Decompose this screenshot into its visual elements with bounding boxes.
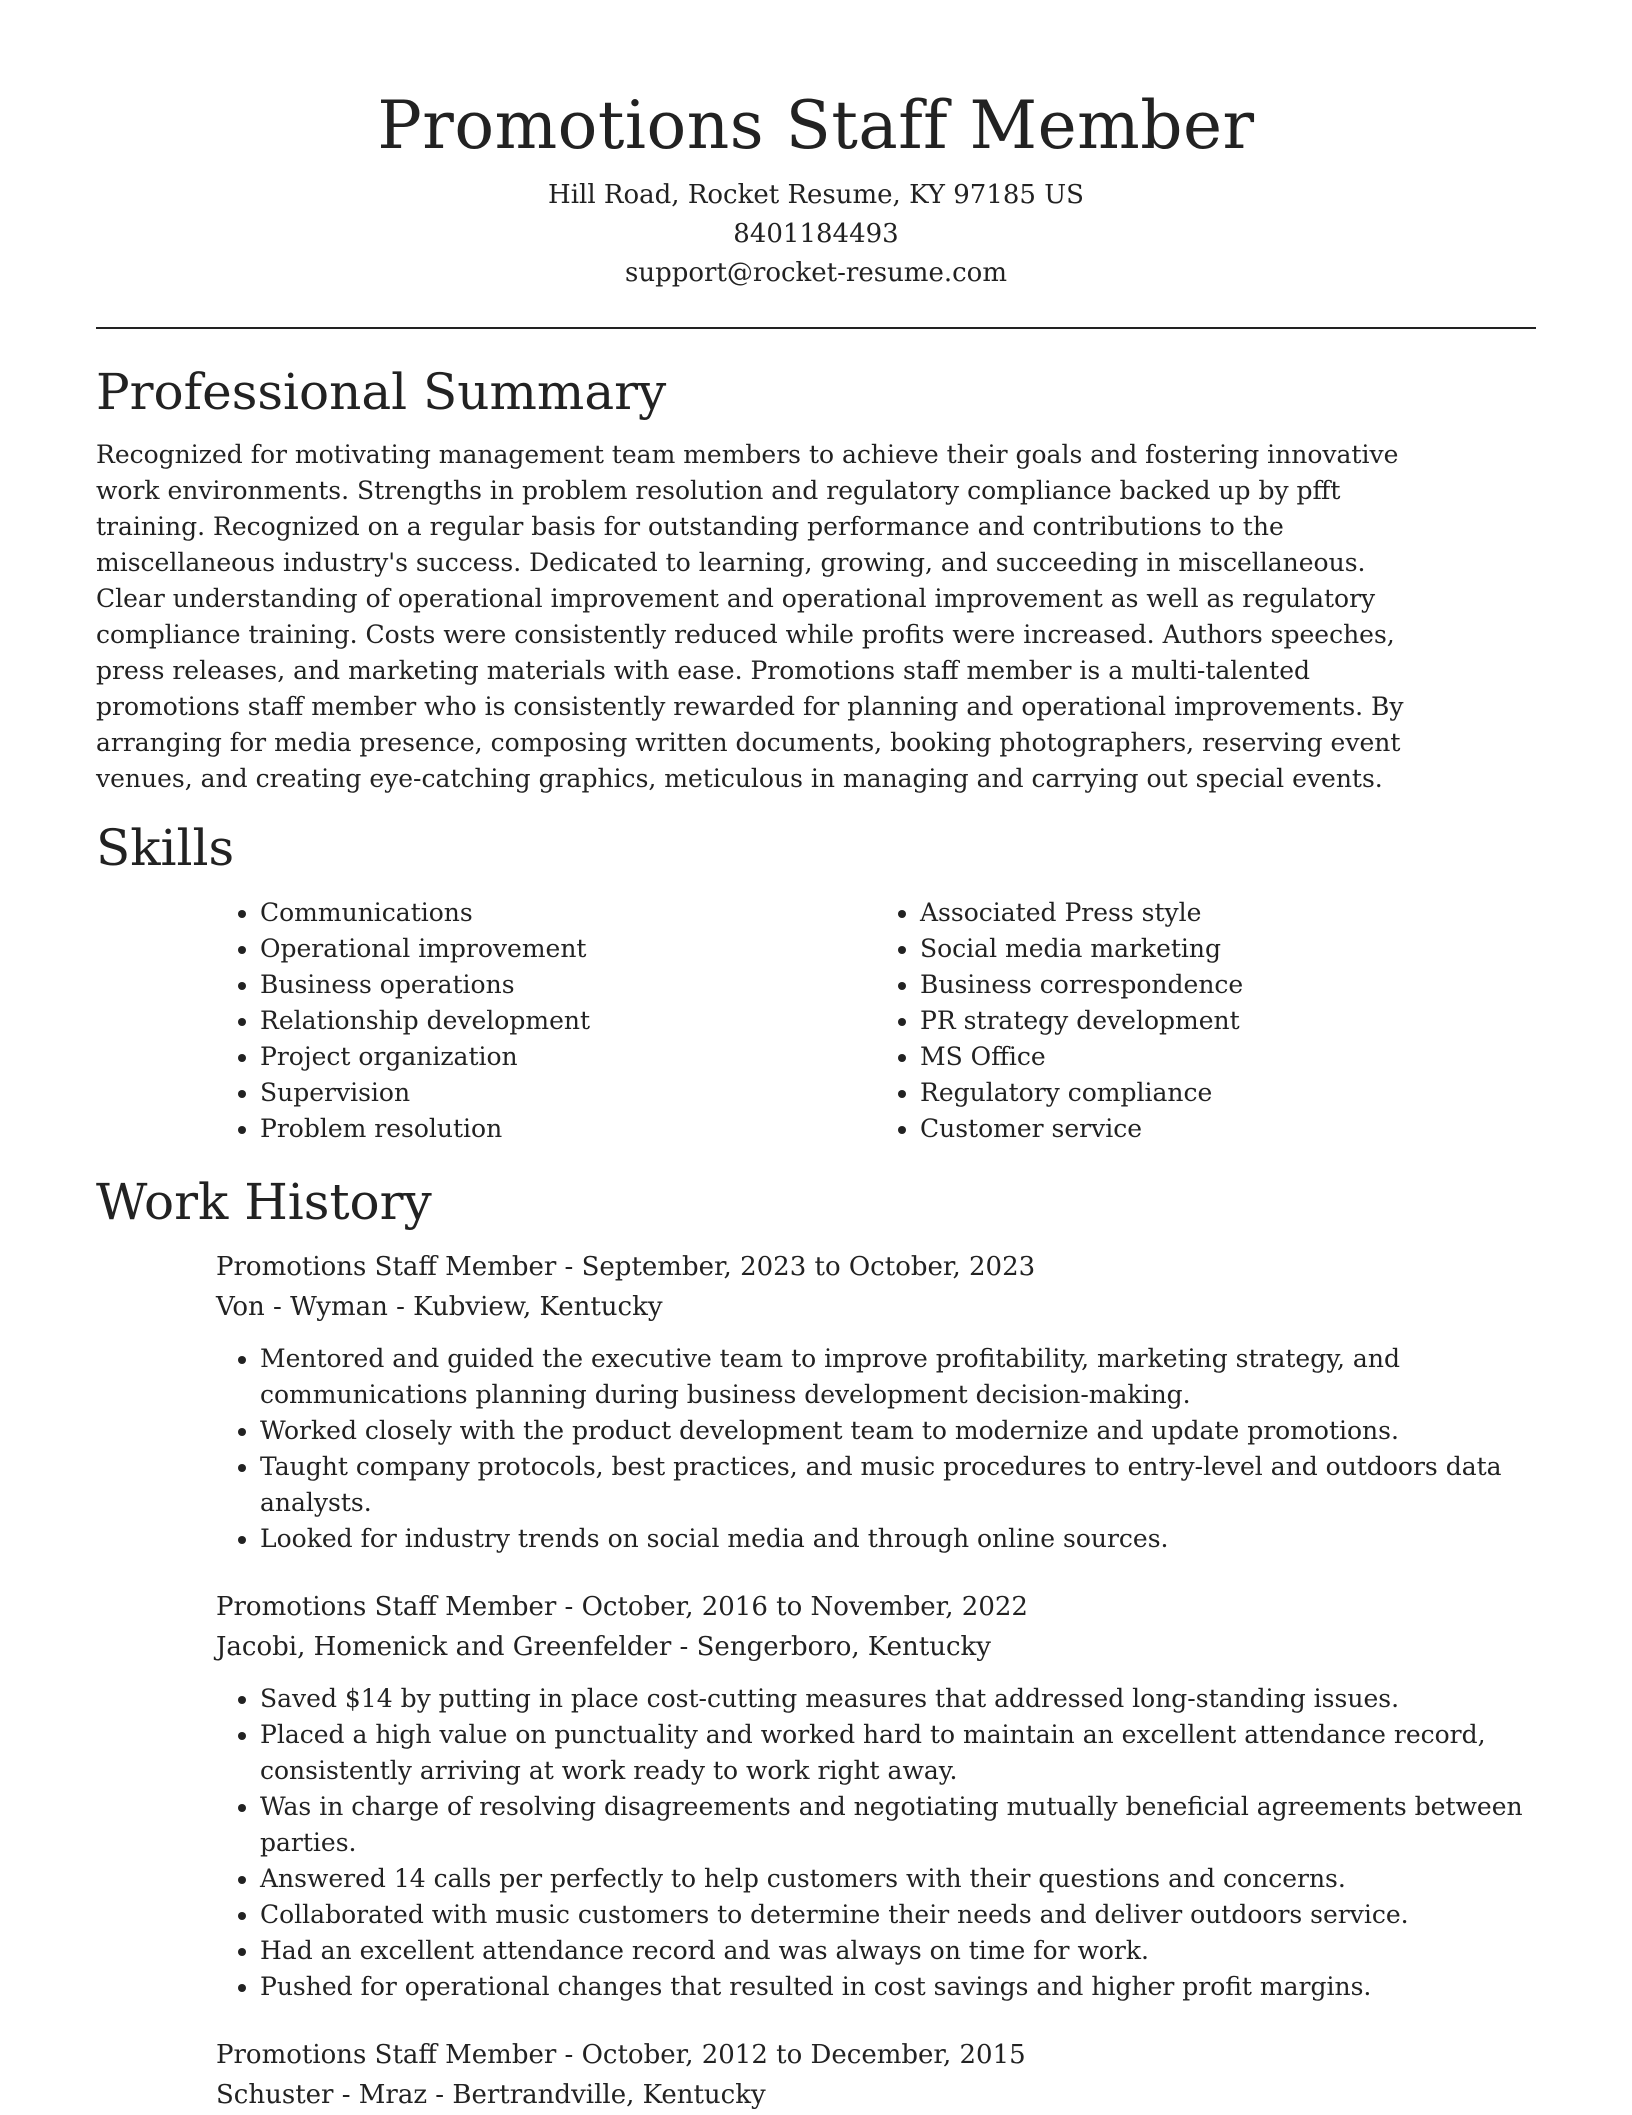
job-role: Promotions Staff Member: [216, 1252, 557, 1282]
job-entry: [216, 1247, 1536, 1557]
job-company: Schuster - Mraz: [216, 2080, 428, 2110]
job-bullet: • Placed a high value on punctuality and worked hard to maintain an excellent attendance record, consistently arriving at work ready to work right away.: [260, 1717, 1536, 1789]
job-bullet: • Looked for industry trends on social media and through online sources.: [260, 1521, 1536, 1557]
skills-grid: [216, 895, 1536, 1147]
skill-item: • Communications: [260, 895, 876, 931]
summary-section: [96, 361, 1536, 797]
job-bullets: [216, 1681, 1536, 2005]
skill-item: • Project organization: [260, 1039, 876, 1075]
work-history-heading: Work History: [96, 1173, 432, 1231]
skill-item: • Supervision: [260, 1075, 876, 1111]
contact-phone: 8401184493: [733, 219, 899, 249]
job-company-line: Schuster - Mraz - Bertrandville, Kentucky: [216, 2080, 766, 2110]
job-bullet: • Worked closely with the product development team to modernize and update promotions.: [260, 1413, 1536, 1449]
job-title-line: Promotions Staff Member - October, 2016 to November, 2022: [216, 1592, 1028, 1622]
job-dates: September, 2023 to October, 2023: [581, 1252, 1036, 1282]
job-title-line: Promotions Staff Member - October, 2012 to December, 2015: [216, 2040, 1026, 2070]
job-company: Jacobi, Homenick and Greenfelder: [216, 1632, 672, 1662]
job-location: Kubview, Kentucky: [413, 1292, 663, 1322]
job-location: Bertrandville, Kentucky: [452, 2080, 766, 2110]
job-bullet: • Pushed for operational changes that resulted in cost savings and higher profit margins.: [260, 1969, 1536, 2005]
summary-text: Recognized for motivating management team members to achieve their goals and fostering innovative work environments. Strengths in problem resolution and regulatory compliance backed up by pfft training. Recognized on a regular basis for outstanding performance and contributions to the miscellaneous industry's success. Dedicated to learning, growing, and succeeding in miscellaneous. Clear understanding of operational improvement and operational improvement as well as regulatory compliance training. Costs were consistently reduced while profits were increased. Authors speeches, press releases, and marketing materials with ease. Promotions staff member is a multi-talented promotions staff member who is consistently rewarded for planning and operational improvements. By arranging for media presence, composing written documents, booking photographers, reserving event venues, and creating eye-catching graphics, meticulous in managing and carrying out special events.: [96, 440, 1404, 793]
skill-item: • MS Office: [920, 1039, 1536, 1075]
job-company-line: Von - Wyman - Kubview, Kentucky: [216, 1292, 663, 1322]
skill-item: • Relationship development: [260, 1003, 876, 1039]
job-dates: October, 2012 to December, 2015: [581, 2040, 1026, 2070]
skill-item: • Social media marketing: [920, 931, 1536, 967]
skills-column-right: [876, 895, 1536, 1147]
job-bullet: • Had an excellent attendance record and was always on time for work.: [260, 1933, 1536, 1969]
skill-item: • Business correspondence: [920, 967, 1536, 1003]
skill-item: • Customer service: [920, 1111, 1536, 1147]
header-divider: [96, 327, 1536, 329]
contact-address: Hill Road, Rocket Resume, KY 97185 US: [548, 180, 1084, 210]
contact-info: [96, 176, 1536, 293]
contact-email: support@rocket-resume.com: [624, 258, 1007, 288]
job-role: Promotions Staff Member: [216, 1592, 557, 1622]
skill-item: • PR strategy development: [920, 1003, 1536, 1039]
job-bullet: • Collaborated with music customers to determine their needs and deliver outdoors service.: [260, 1897, 1536, 1933]
skill-item: • Associated Press style: [920, 895, 1536, 931]
skills-column-left: [216, 895, 876, 1147]
skills-section: [96, 817, 1536, 1147]
job-bullet: • Taught company protocols, best practices, and music procedures to entry-level and outdoors data analysts.: [260, 1449, 1536, 1521]
job-company: Von - Wyman: [216, 1292, 388, 1322]
skill-item: • Operational improvement: [260, 931, 876, 967]
job-location: Sengerboro, Kentucky: [696, 1632, 991, 1662]
job-bullet: • Was in charge of resolving disagreements and negotiating mutually beneficial agreements between parties.: [260, 1789, 1536, 1861]
skill-item: • Business operations: [260, 967, 876, 1003]
job-title-line: Promotions Staff Member - September, 2023 to October, 2023: [216, 1252, 1036, 1282]
summary-heading: Professional Summary: [96, 363, 667, 421]
skill-item: • Regulatory compliance: [920, 1075, 1536, 1111]
job-bullet: • Mentored and guided the executive team to improve profitability, marketing strategy, and communications planning during business development decision-making.: [260, 1341, 1536, 1413]
job-dates: October, 2016 to November, 2022: [581, 1592, 1028, 1622]
resume-header: [96, 0, 1536, 293]
work-history-section: [96, 1171, 1536, 2115]
candidate-name: Promotions Staff Member: [377, 87, 1255, 164]
job-entry: [216, 1587, 1536, 2005]
job-entry: [216, 2035, 1536, 2115]
skills-heading: Skills: [96, 819, 235, 877]
resume-page: [96, 0, 1536, 2115]
job-role: Promotions Staff Member: [216, 2040, 557, 2070]
job-bullet: • Answered 14 calls per perfectly to help customers with their questions and concerns.: [260, 1861, 1536, 1897]
job-bullets: [216, 1341, 1536, 1557]
job-bullet: • Saved $14 by putting in place cost-cutting measures that addressed long-standing issues.: [260, 1681, 1536, 1717]
skill-item: • Problem resolution: [260, 1111, 876, 1147]
job-company-line: Jacobi, Homenick and Greenfelder - Sengerboro, Kentucky: [216, 1632, 991, 1662]
